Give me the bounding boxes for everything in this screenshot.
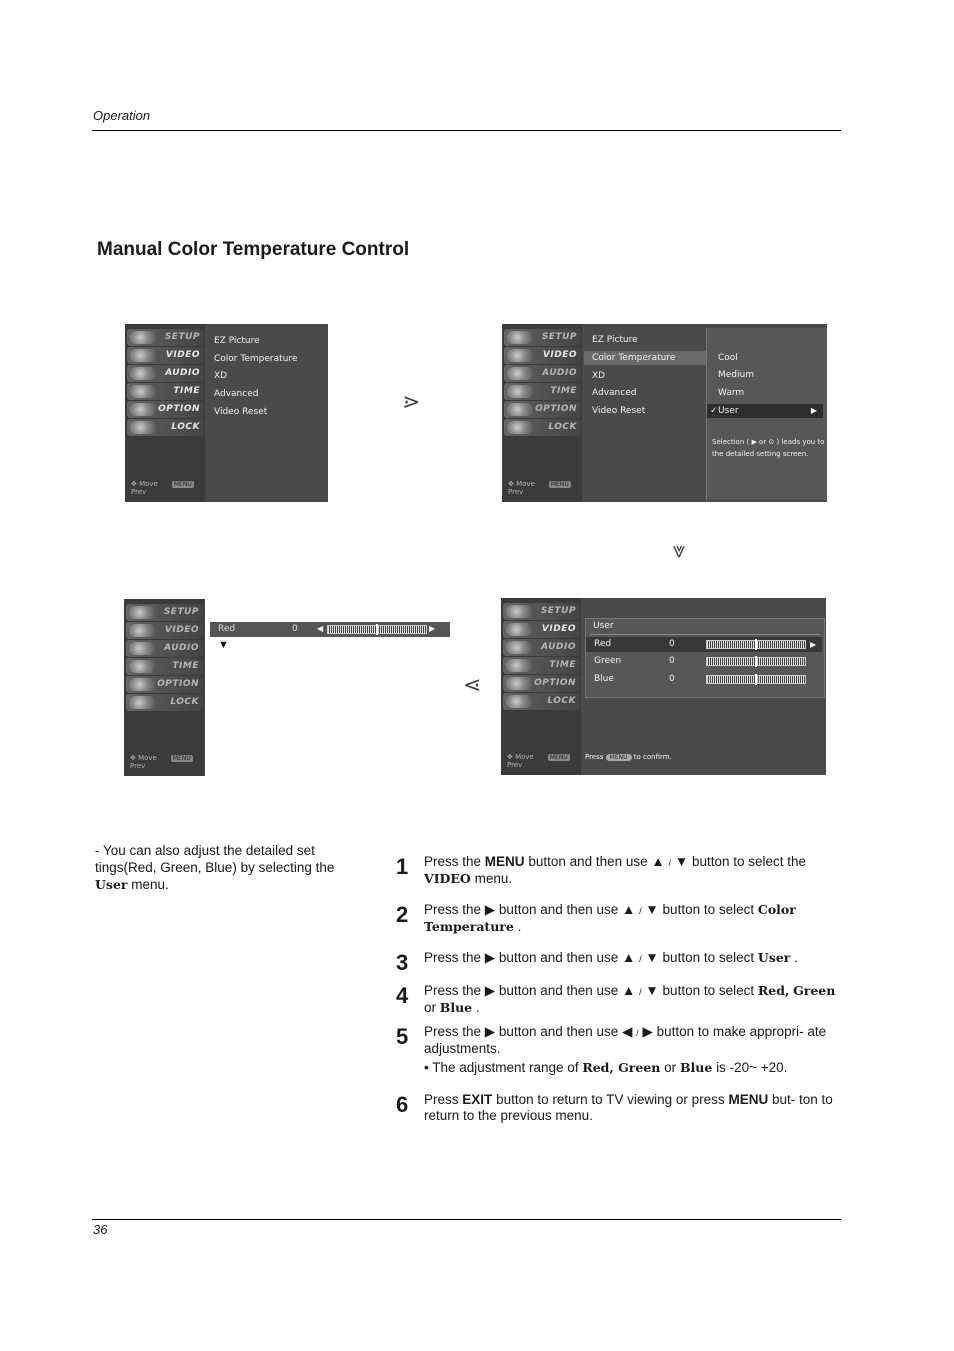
option-user-selected[interactable]: ✓ User ▶ (707, 404, 823, 418)
osd-panel-user-rgb (501, 598, 826, 775)
arrow-right-icon: ▶ (810, 406, 817, 415)
tab-time[interactable]: TIME (503, 657, 580, 674)
tab-setup[interactable]: SETUP (127, 329, 204, 346)
tab-option[interactable]: OPTION (127, 401, 204, 418)
tab-lock[interactable]: LOCK (503, 693, 580, 710)
clock-icon (130, 385, 156, 398)
color-temp-submenu (706, 328, 827, 500)
tab-setup[interactable]: SETUP (503, 603, 580, 620)
option-icon (129, 678, 155, 691)
menu-item-video-reset[interactable]: Video Reset (214, 407, 268, 417)
lock-icon (130, 421, 156, 434)
osd-footer: ✥ Move MENU Prev (130, 754, 191, 770)
setup-icon (129, 606, 155, 619)
arrow-right-icon: ▶ (810, 640, 817, 649)
user-row-red[interactable]: Red 0 ▶ (586, 637, 822, 652)
menu-item-advanced[interactable]: Advanced (214, 389, 259, 399)
tab-lock[interactable]: LOCK (504, 419, 581, 436)
option-cool[interactable]: Cool (718, 353, 738, 363)
menu-item-ez-picture[interactable]: EZ Picture (214, 336, 260, 346)
user-settings-box (585, 618, 825, 698)
arrow-right-icon: ⋗ (402, 390, 421, 415)
option-icon (130, 403, 156, 416)
menu-item-xd[interactable]: XD (592, 371, 606, 381)
option-icon (506, 677, 532, 690)
osd-panel-video-menu (125, 324, 328, 502)
lock-icon (507, 421, 533, 434)
tab-option[interactable]: OPTION (126, 676, 203, 693)
menu-item-advanced[interactable]: Advanced (592, 388, 637, 398)
arrow-left-icon: ⋖ (463, 673, 482, 698)
red-slider[interactable] (706, 640, 806, 649)
tab-option[interactable]: OPTION (504, 401, 581, 418)
confirm-hint: Press MENU to confirm. (585, 753, 672, 761)
tab-audio[interactable]: AUDIO (503, 639, 580, 656)
setup-icon (507, 331, 533, 344)
tab-lock[interactable]: LOCK (127, 419, 204, 436)
user-row-green[interactable]: Green 0 (586, 654, 822, 669)
audio-icon (507, 367, 533, 380)
tab-setup[interactable]: SETUP (126, 604, 203, 621)
tab-video[interactable]: VIDEO (503, 621, 580, 638)
tab-time[interactable]: TIME (127, 383, 204, 400)
osd-footer: ✥ Move MENU Prev (507, 753, 568, 769)
clock-icon (129, 660, 155, 673)
red-slider[interactable] (327, 625, 427, 634)
page-number: 36 (93, 1222, 108, 1237)
red-slider-bar[interactable]: Red 0 ◀ ▶ (210, 622, 450, 637)
lock-icon (506, 695, 532, 708)
option-icon (507, 403, 533, 416)
tab-audio[interactable]: AUDIO (127, 365, 204, 382)
tab-video[interactable]: VIDEO (127, 347, 204, 364)
video-icon (130, 349, 156, 362)
user-hint: Selection ( ▶ or ⊙ ) leads you to the detailed setting screen. (712, 438, 825, 458)
option-warm[interactable]: Warm (718, 388, 745, 398)
tab-lock[interactable]: LOCK (126, 694, 203, 711)
section-header: Operation (93, 108, 151, 123)
tab-audio[interactable]: AUDIO (126, 640, 203, 657)
menu-item-video-reset[interactable]: Video Reset (592, 406, 646, 416)
tab-video[interactable]: VIDEO (504, 347, 581, 364)
tab-time[interactable]: TIME (126, 658, 203, 675)
arrow-down-icon: ⩔ (673, 538, 686, 563)
video-icon (506, 623, 532, 636)
note-paragraph: - You can also adjust the detailed set tings(Red, Green, Blue) by selecting the User menu. (95, 843, 335, 892)
blue-slider[interactable] (706, 675, 806, 684)
clock-icon (507, 385, 533, 398)
video-icon (129, 624, 155, 637)
user-row-blue[interactable]: Blue 0 (586, 672, 822, 687)
osd-sidebar (125, 324, 205, 502)
audio-icon (129, 642, 155, 655)
audio-icon (130, 367, 156, 380)
menu-item-color-temperature[interactable]: Color Temperature (214, 354, 298, 364)
osd-panel-color-temperature (502, 324, 827, 502)
clock-icon (506, 659, 532, 672)
lock-icon (129, 696, 155, 709)
green-slider[interactable] (706, 657, 806, 666)
option-medium[interactable]: Medium (718, 370, 754, 380)
user-title: User (593, 621, 614, 631)
audio-icon (506, 641, 532, 654)
video-icon (507, 349, 533, 362)
check-icon: ✓ (710, 406, 718, 416)
arrow-down-icon: ▼ (218, 639, 229, 651)
page-title: Manual Color Temperature Control (97, 239, 410, 260)
tab-time[interactable]: TIME (504, 383, 581, 400)
setup-icon (506, 605, 532, 618)
arrow-right-icon[interactable]: ▶ (429, 624, 436, 633)
tab-audio[interactable]: AUDIO (504, 365, 581, 382)
setup-icon (130, 331, 156, 344)
tab-option[interactable]: OPTION (503, 675, 580, 692)
tab-setup[interactable]: SETUP (504, 329, 581, 346)
arrow-left-icon[interactable]: ◀ (317, 624, 324, 633)
menu-item-ez-picture[interactable]: EZ Picture (592, 335, 638, 345)
osd-panel-red-adjust (124, 599, 205, 776)
tab-video[interactable]: VIDEO (126, 622, 203, 639)
header-rule (92, 130, 841, 131)
menu-item-color-temperature-selected[interactable]: Color Temperature (584, 351, 712, 365)
footer-rule (92, 1219, 841, 1220)
menu-item-xd[interactable]: XD (214, 371, 228, 381)
osd-footer: ✥ Move MENU Prev (131, 480, 192, 496)
osd-footer: ✥ Move MENU Prev (508, 480, 569, 496)
